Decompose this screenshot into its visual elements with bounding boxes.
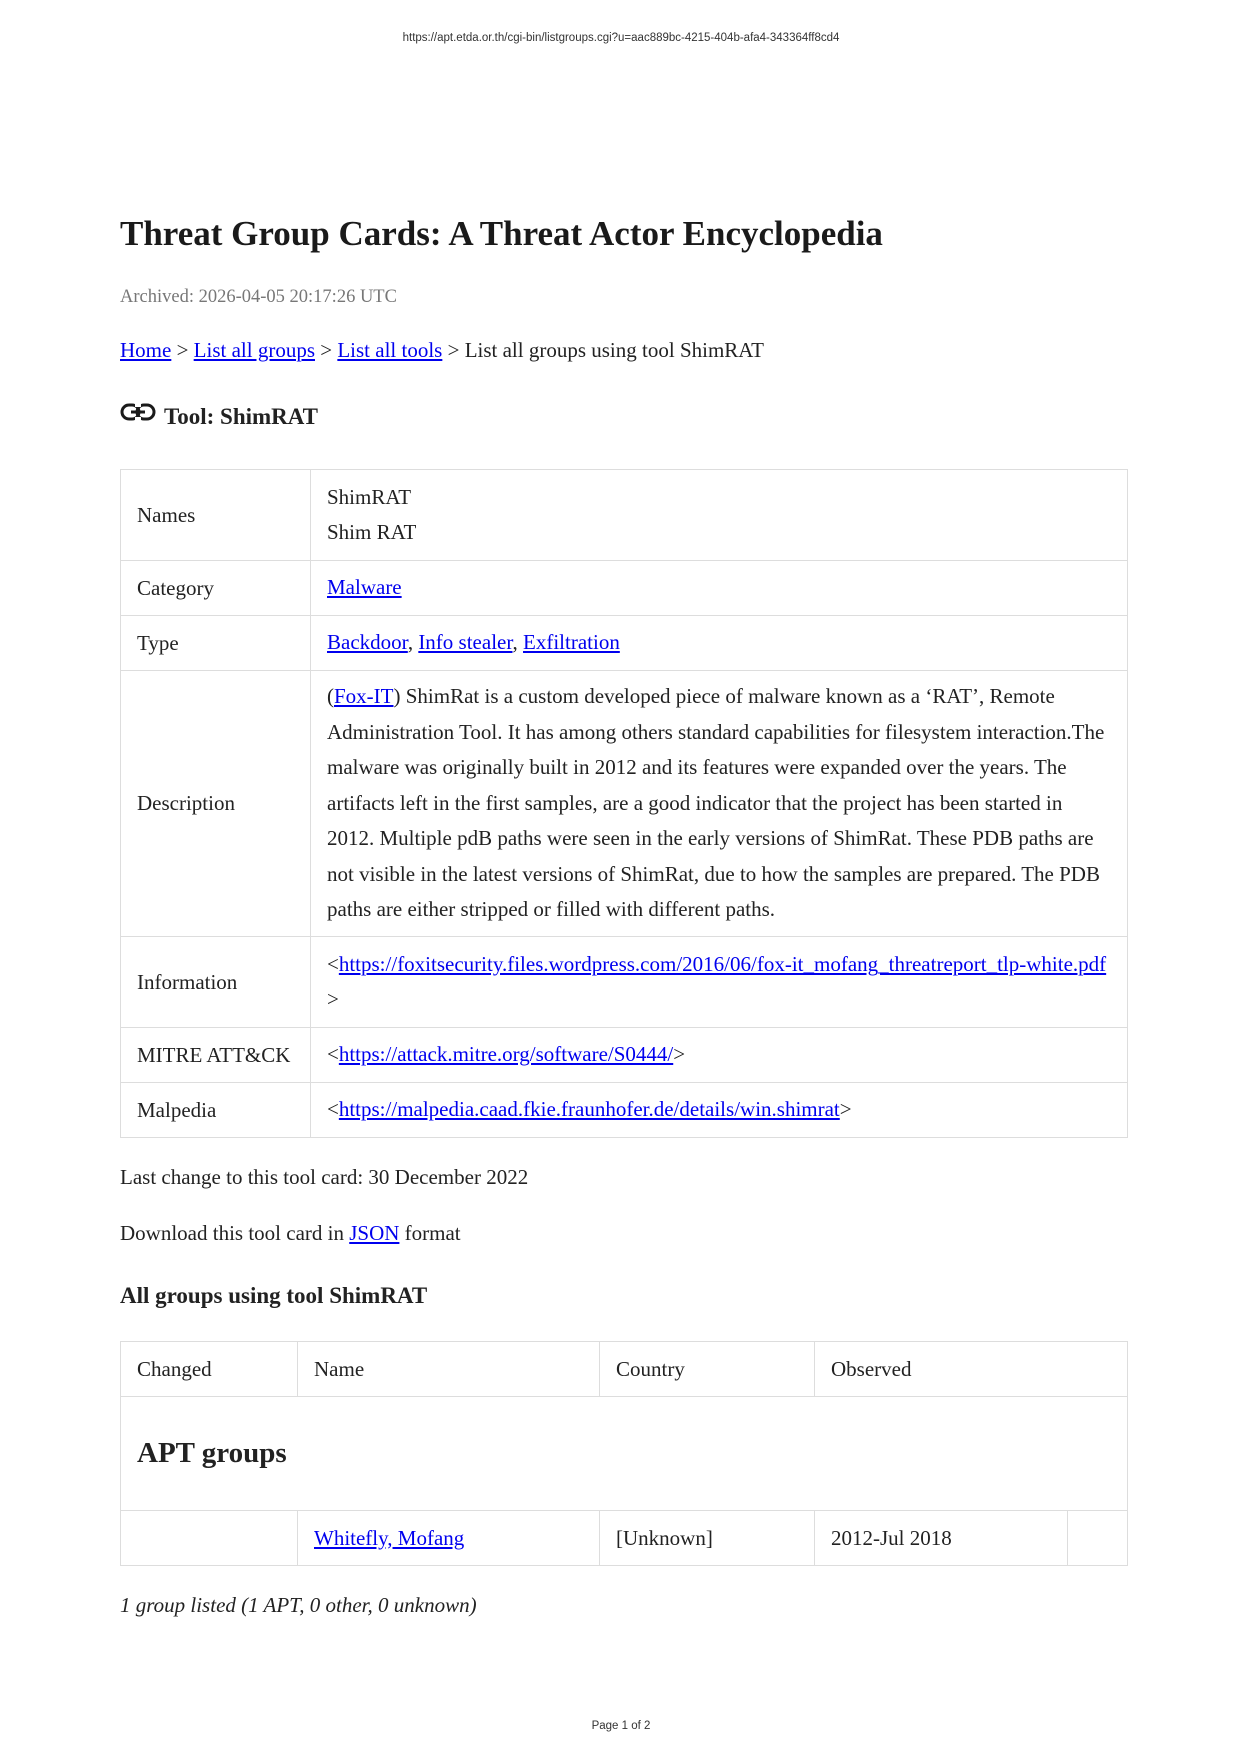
column-header: Name [298, 1342, 600, 1397]
apt-section-heading: APT groups [121, 1397, 1128, 1511]
angle-bracket: < [327, 1042, 339, 1067]
column-header: Observed [815, 1342, 1128, 1397]
tool-heading-text: Tool: ShimRAT [164, 404, 319, 429]
breadcrumb-tools-link[interactable]: List all tools [337, 338, 443, 362]
mitre-link[interactable]: https://attack.mitre.org/software/S0444/ [338, 1042, 674, 1067]
last-change-text: Last change to this tool card: 30 December 2022 [120, 1165, 529, 1189]
groups-section-title: All groups using tool ShimRAT [120, 1283, 428, 1308]
json-download-link[interactable]: JSON [349, 1221, 400, 1245]
angle-bracket: > [327, 987, 339, 1011]
breadcrumb-separator: > [320, 338, 333, 362]
page-title: Threat Group Cards: A Threat Actor Encyclopedia [120, 214, 883, 253]
info-label: Description [121, 671, 311, 937]
angle-bracket: < [327, 951, 339, 976]
info-label: Information [121, 937, 311, 1028]
tool-name: ShimRAT [327, 484, 412, 509]
paren: ( [327, 684, 334, 709]
type-separator: , [407, 630, 419, 655]
info-row-description [121, 671, 1128, 937]
type-link[interactable]: Info stealer [418, 630, 513, 655]
angle-bracket: > [839, 1097, 852, 1122]
info-row-category [121, 561, 1128, 616]
info-value-description [311, 671, 1128, 937]
group-name-cell [298, 1511, 600, 1566]
type-separator: , [512, 630, 524, 655]
description-source-link[interactable]: Fox-IT [334, 684, 394, 709]
information-link[interactable]: https://foxitsecurity.files.wordpress.com/2016/06/fox-it_mofang_threatreport_tlp-white.pdf [338, 951, 1107, 976]
angle-bracket: < [327, 1097, 339, 1122]
breadcrumb-separator: > [447, 338, 460, 362]
page-footer: Page 1 of 2 [591, 1720, 651, 1732]
angle-bracket: > [673, 1042, 686, 1067]
description-text: ) ShimRat is a custom developed piece of malware known as a ‘RAT’, Remote Administration Tool. It has among others standard capabilities for filesystem interaction.The malware was originally built in 2012 and its features were expanded over the years. The artifacts left in the first samples, are a good indicator that the project has been started in 2012. Multiple pdB paths were seen in the early versions of ShimRat. These PDB paths are not visible in the latest versions of ShimRat, due to how the samples are prepared. The PDB paths are either stripped or filled with different paths. [327, 684, 1105, 922]
tool-info-table [120, 469, 1128, 1138]
download-suffix: format [399, 1221, 461, 1245]
group-observed: 2012-Jul 2018 [815, 1511, 1068, 1566]
info-label: Names [121, 470, 311, 561]
breadcrumb-separator: > [176, 338, 189, 362]
breadcrumb-current: List all groups using tool ShimRAT [464, 338, 764, 362]
group-country: [Unknown] [600, 1511, 815, 1566]
group-name-link[interactable]: Whitefly, Mofang [314, 1525, 465, 1550]
breadcrumb-groups-link[interactable]: List all groups [193, 338, 315, 362]
info-value-mitre [311, 1028, 1128, 1083]
info-value-type [311, 616, 1128, 671]
group-changed [121, 1511, 298, 1566]
info-label: Type [121, 616, 311, 671]
info-value-malpedia [311, 1083, 1128, 1138]
apt-section-row [121, 1397, 1128, 1511]
info-row-type [121, 616, 1128, 671]
link-icon [120, 402, 156, 424]
page-url-header: https://apt.etda.or.th/cgi-bin/listgroups.cgi?u=aac889bc-4215-404b-afa4-343364ff8cd4 [402, 32, 840, 44]
info-value-information [311, 937, 1128, 1028]
column-header: Country [600, 1342, 815, 1397]
download-line [120, 1221, 461, 1246]
download-prefix: Download this tool card in [120, 1221, 350, 1245]
info-row-malpedia [121, 1083, 1128, 1138]
info-label: Malpedia [121, 1083, 311, 1138]
info-row-information [121, 937, 1128, 1028]
breadcrumb [120, 338, 764, 363]
info-label: MITRE ATT&CK [121, 1028, 311, 1083]
group-extra-cell [1068, 1511, 1128, 1566]
tool-name: Shim RAT [327, 520, 417, 544]
malpedia-link[interactable]: https://malpedia.caad.fkie.fraunhofer.de/details/win.shimrat [338, 1097, 840, 1122]
table-row [121, 1511, 1128, 1566]
info-row-names [121, 470, 1128, 561]
info-label: Category [121, 561, 311, 616]
archived-timestamp: Archived: 2026-04-05 20:17:26 UTC [120, 287, 397, 307]
type-link[interactable]: Backdoor [327, 630, 408, 655]
tool-heading [120, 404, 318, 430]
info-value-category [311, 561, 1128, 616]
info-row-mitre [121, 1028, 1128, 1083]
column-header: Changed [121, 1342, 298, 1397]
groups-header-row [121, 1342, 1128, 1397]
breadcrumb-home-link[interactable]: Home [120, 338, 172, 362]
type-link[interactable]: Exfiltration [523, 630, 620, 655]
groups-table [120, 1341, 1128, 1566]
category-link[interactable]: Malware [327, 575, 402, 600]
groups-summary: 1 group listed (1 APT, 0 other, 0 unknown) [120, 1593, 477, 1617]
info-value-names [311, 470, 1128, 561]
